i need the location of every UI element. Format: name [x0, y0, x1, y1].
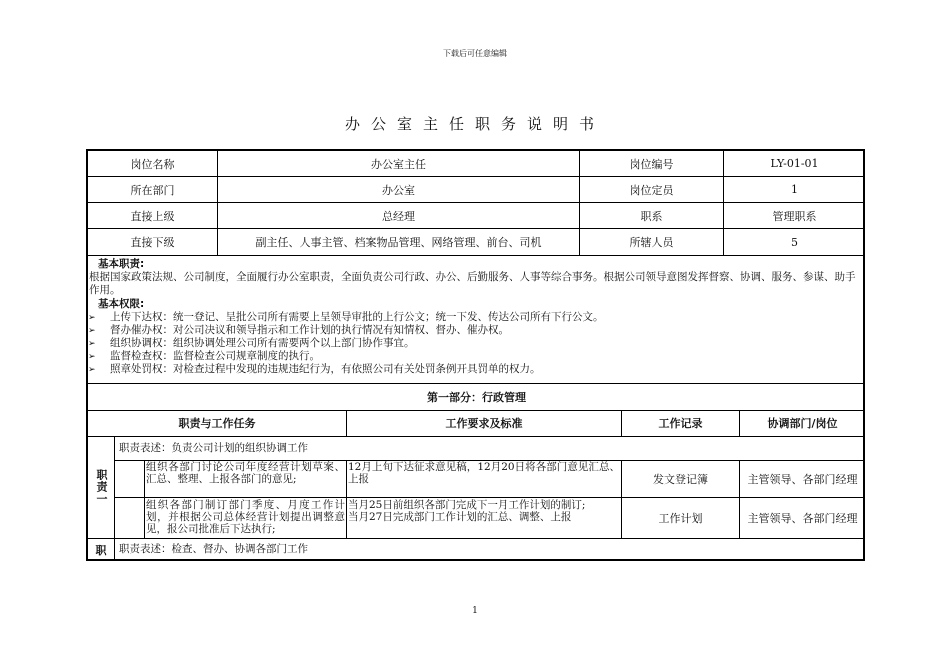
value-supervisor: 总经理 [382, 209, 415, 223]
duty-one-description: 职责表述：负责公司计划的组织协调工作 [119, 442, 308, 454]
value-job-family: 管理职系 [772, 209, 817, 223]
rights-item: ➢ 督办催办权：对公司决议和领导指示和工作计划的执行情况有知情权、督办、催办权。 [88, 324, 509, 336]
value-subordinates: 副主任、人事主管、档案物品管理、网络管理、前台、司机 [255, 236, 542, 249]
arrow-bullet-icon: ➢ [88, 352, 96, 362]
task-description: 组织各部门制订部门季度、月度工作计划，并根据公司总体经营计划提出调整意见，报公司批准后下达执行; [146, 499, 345, 535]
task-standard: 当月25日前组织各部门完成下一月工作计划的制订; 当月27日完成部门工作计划的汇总、调整、上报 [348, 499, 586, 523]
value-position-name: 办公室主任 [371, 157, 426, 171]
label-staff-count: 所辖人员 [629, 236, 674, 249]
rights-item: ➢ 监督检查权：监督检查公司规章制度的执行。 [88, 350, 320, 362]
task-coordination: 主管领导、各部门经理 [747, 472, 858, 486]
value-position-code: LY-01-01 [770, 157, 819, 170]
label-department: 所在部门 [130, 183, 175, 197]
value-headcount: 1 [791, 183, 798, 196]
task-description: 组织各部门讨论公司年度经营计划草案、汇总、整理、上报各部门的意见; [146, 461, 345, 485]
duties-heading: 基本职责: [98, 258, 145, 270]
label-job-family: 职系 [640, 209, 663, 223]
task-record: 发文登记簿 [653, 473, 708, 486]
job-description-table [86, 149, 865, 561]
section-title: 第一部分：行政管理 [427, 391, 526, 404]
label-position-code: 岗位编号 [629, 157, 674, 171]
header-note: 下载后可任意编辑 [443, 49, 507, 58]
column-header-coordination: 协调部门/岗位 [767, 417, 838, 430]
duty-two-label: 职 [95, 543, 107, 557]
label-position-name: 岗位名称 [130, 157, 175, 171]
task-standard: 12月上旬下达征求意见稿，12月20日将各部门意见汇总、上报 [348, 461, 620, 485]
rights-item: ➢ 照章处罚权：对检查过程中发现的违规违纪行为，有依照公司有关处罚条例开具罚单的权力。 [88, 363, 541, 375]
value-staff-count: 5 [791, 235, 798, 249]
rights-item: ➢ 上传下达权：统一登记、呈批公司所有需要上呈领导审批的上行公文；统一下发、传达公司所有下行公文。 [88, 311, 604, 323]
rights-heading: 基本权限: [98, 298, 145, 310]
task-coordination: 主管领导、各部门经理 [747, 511, 858, 525]
arrow-bullet-icon: ➢ [88, 365, 96, 375]
label-supervisor: 直接上级 [130, 209, 175, 223]
label-headcount: 岗位定员 [629, 183, 674, 197]
column-header-records: 工作记录 [658, 417, 703, 430]
duty-two-description: 职责表述：检查、督办、协调各部门工作 [119, 543, 308, 555]
rights-item: ➢ 组织协调权：组织协调处理公司所有需要两个以上部门协作事宜。 [88, 337, 415, 349]
label-subordinates: 直接下级 [130, 236, 175, 249]
task-record: 工作计划 [658, 512, 703, 525]
duties-text: 根据国家政策法规、公司制度，全面履行办公室职责，全面负责公司行政、办公、后勤服务、人事等综合事务。根据公司领导意图发挥督察、协调、服务、参谋、助手作用。 [89, 271, 856, 296]
duty-one-label: 职责一 [95, 469, 108, 505]
arrow-bullet-icon: ➢ [88, 339, 96, 349]
arrow-bullet-icon: ➢ [88, 326, 96, 336]
column-header-standards: 工作要求及标准 [445, 417, 523, 430]
column-header-duties: 职责与工作任务 [178, 417, 256, 430]
page-number: 1 [472, 606, 478, 616]
document-title: 办公室主任职务说明书 [344, 115, 605, 133]
value-department: 办公室 [382, 183, 415, 197]
arrow-bullet-icon: ➢ [88, 313, 96, 323]
